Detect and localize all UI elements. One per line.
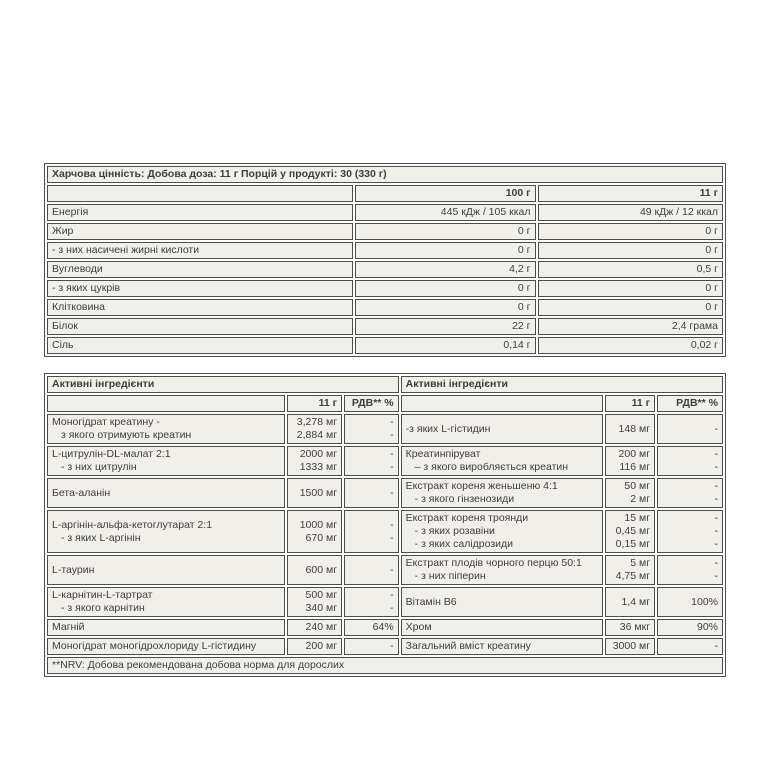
right-ingredient-rdv-line: - <box>714 493 718 505</box>
nutrition-row <box>47 280 723 297</box>
left-ingredient-amount-line: 3,278 мг <box>296 416 338 428</box>
right-ingredient-label-line: Хром <box>405 621 432 633</box>
right-ingredient-label-line: - з якого гінзенозиди <box>414 493 515 505</box>
left-ingredient-rdv-line: - <box>390 416 394 428</box>
nutrition-tbody <box>47 204 723 354</box>
nutrition-row <box>47 242 723 259</box>
left-ingredient-label <box>47 555 285 585</box>
right-ingredient-label-line: Загальний вміст креатину <box>405 640 531 652</box>
nutrition-row <box>47 204 723 221</box>
left-ingredient-rdv-line: - <box>390 563 394 576</box>
left-ingredient-rdv-line: - <box>390 589 394 601</box>
ingredient-row <box>47 619 723 636</box>
left-ingredient-amount-line: 200 мг <box>305 640 338 652</box>
right-ingredient-rdv <box>657 510 723 553</box>
left-ingredient-label-line: Моногідрат креатину - <box>52 416 160 428</box>
right-ingredient-label <box>401 555 603 585</box>
right-ingredient-label-line: Вітамін В6 <box>405 595 457 608</box>
value-100g: 0,14 г <box>355 337 535 354</box>
left-ingredient-amount <box>287 638 342 655</box>
ingredient-row <box>47 414 723 444</box>
nutrition-colheader-row <box>47 185 723 202</box>
ingredients-left-colheader-amount: 11 г <box>287 395 342 412</box>
left-ingredient-label <box>47 638 285 655</box>
left-ingredient-rdv <box>344 446 399 476</box>
right-ingredient-amount-line: 15 мг <box>624 512 651 524</box>
value-11g: 0 г <box>538 299 723 316</box>
right-ingredient-label <box>401 587 603 617</box>
right-ingredient-amount <box>605 446 655 476</box>
value-100g: 0 г <box>355 223 535 240</box>
ingredients-right-title: Активні інгредієнти <box>401 376 723 393</box>
left-ingredient-amount-line: 340 мг <box>305 602 338 614</box>
nutrient-label: - з них насичені жирні кислоти <box>47 242 353 259</box>
right-ingredient-amount-line: 116 мг <box>619 461 651 473</box>
nutrient-label: Жир <box>47 223 353 240</box>
right-ingredient-rdv-line: - <box>714 538 718 550</box>
nutrition-row <box>47 261 723 278</box>
nutrient-label: Сіль <box>47 337 353 354</box>
right-ingredient-rdv-line: - <box>714 480 718 492</box>
value-11g: 0,02 г <box>538 337 723 354</box>
nutrition-section <box>44 163 726 677</box>
right-ingredient-amount-line: 36 мкг <box>619 621 651 633</box>
right-ingredient-label-line: -з яких L-гістидин <box>405 422 491 435</box>
nutrient-label: Енергія <box>47 204 353 221</box>
nutrient-label: Вуглеводи <box>47 261 353 278</box>
left-ingredient-amount-line: 500 мг <box>305 589 338 601</box>
right-ingredient-rdv <box>657 587 723 617</box>
left-ingredient-amount <box>287 510 342 553</box>
right-ingredient-rdv-line: - <box>714 422 718 435</box>
value-11g: 0,5 г <box>538 261 723 278</box>
ingredients-colheader-row <box>47 395 723 412</box>
ingredient-row <box>47 510 723 553</box>
left-ingredient-label-line: з якого отримують креатин <box>61 429 192 441</box>
left-ingredient-label <box>47 587 285 617</box>
left-ingredient-amount <box>287 414 342 444</box>
right-ingredient-label-line: - з яких салідрозиди <box>414 538 514 550</box>
left-ingredient-rdv-line: - <box>390 448 394 460</box>
right-ingredient-amount-line: 4,75 мг <box>615 570 651 582</box>
left-ingredient-amount-line: 670 мг <box>305 531 338 544</box>
nutrient-label: - з яких цукрів <box>47 280 353 297</box>
ingredients-title-row <box>47 376 723 393</box>
right-ingredient-amount <box>605 587 655 617</box>
ingredients-table <box>44 373 726 677</box>
right-ingredient-rdv-line: 100% <box>691 595 718 608</box>
right-ingredient-amount <box>605 638 655 655</box>
right-ingredient-amount-line: 1,4 мг <box>621 595 651 608</box>
right-ingredient-label-line: Екстракт кореня троянди <box>405 512 529 524</box>
right-ingredient-label-line: - з них піперин <box>414 570 486 582</box>
right-ingredient-amount-line: 50 мг <box>624 480 651 492</box>
left-ingredient-amount-line: 2000 мг <box>299 448 338 460</box>
right-ingredient-amount <box>605 619 655 636</box>
right-ingredient-amount <box>605 414 655 444</box>
nutrition-colheader-100g: 100 г <box>355 185 535 202</box>
left-ingredient-amount <box>287 555 342 585</box>
left-ingredient-label-line: L-аргінін-альфа-кетоглутарат 2:1 <box>52 518 213 531</box>
right-ingredient-label <box>401 478 603 508</box>
right-ingredient-rdv <box>657 619 723 636</box>
left-ingredient-amount-line: 2,884 мг <box>296 429 338 441</box>
nutrition-row <box>47 223 723 240</box>
right-ingredient-rdv <box>657 638 723 655</box>
right-ingredient-amount-line: 3000 мг <box>612 640 651 652</box>
right-ingredient-label-line: Креатинпіруват <box>405 448 481 460</box>
ingredient-row <box>47 478 723 508</box>
nutrition-colheader-11g: 11 г <box>538 185 723 202</box>
right-ingredient-label <box>401 619 603 636</box>
ingredient-row <box>47 587 723 617</box>
ingredients-left-colheader-empty <box>47 395 285 412</box>
ingredients-right-colheader-empty <box>401 395 603 412</box>
left-ingredient-rdv <box>344 638 399 655</box>
value-100g: 0 г <box>355 299 535 316</box>
left-ingredient-rdv <box>344 587 399 617</box>
ingredients-left-colheader-rdv: РДВ** % <box>344 395 399 412</box>
left-ingredient-rdv <box>344 510 399 553</box>
right-ingredient-label <box>401 414 603 444</box>
right-ingredient-rdv-line: - <box>714 557 718 569</box>
left-ingredient-amount <box>287 587 342 617</box>
left-ingredient-amount <box>287 478 342 508</box>
right-ingredient-amount <box>605 510 655 553</box>
left-ingredient-amount-line: 1500 мг <box>299 486 338 499</box>
value-100g: 0 г <box>355 280 535 297</box>
left-ingredient-rdv-line: - <box>390 640 394 652</box>
left-ingredient-label-line: Магній <box>52 621 85 633</box>
left-ingredient-label <box>47 510 285 553</box>
nutrition-title-row <box>47 166 723 183</box>
right-ingredient-label <box>401 638 603 655</box>
right-ingredient-rdv <box>657 414 723 444</box>
value-100g: 22 г <box>355 318 535 335</box>
left-ingredient-label-line: - з них цитрулін <box>61 461 137 473</box>
right-ingredient-rdv-line: - <box>714 640 718 652</box>
left-ingredient-label-line: L-цитрулін-DL-малат 2:1 <box>52 448 171 460</box>
left-ingredient-rdv <box>344 414 399 444</box>
left-ingredient-amount <box>287 446 342 476</box>
left-ingredient-rdv-line: - <box>390 429 394 441</box>
right-ingredient-rdv <box>657 446 723 476</box>
ingredient-row <box>47 555 723 585</box>
footnote-row <box>47 657 723 674</box>
left-ingredient-rdv <box>344 478 399 508</box>
left-ingredient-amount-line: 1000 мг <box>299 518 338 531</box>
ingredients-right-colheader-rdv: РДВ** % <box>657 395 723 412</box>
nutrition-row <box>47 337 723 354</box>
left-ingredient-label <box>47 619 285 636</box>
right-ingredient-rdv-line: - <box>714 570 718 582</box>
right-ingredient-amount-line: 2 мг <box>630 493 651 505</box>
ingredients-right-colheader-amount: 11 г <box>605 395 655 412</box>
nutrition-row <box>47 318 723 335</box>
left-ingredient-label-line: L-карнітин-L-тартрат <box>52 589 153 601</box>
left-ingredient-rdv <box>344 619 399 636</box>
ingredients-tbody <box>47 414 723 655</box>
nutrition-colheader-empty <box>47 185 353 202</box>
right-ingredient-amount-line: 5 мг <box>630 557 651 569</box>
left-ingredient-rdv-line: - <box>390 602 394 614</box>
left-ingredient-label <box>47 414 285 444</box>
left-ingredient-label-line: L-таурин <box>52 563 95 576</box>
left-ingredient-rdv-line: - <box>390 486 394 499</box>
value-11g: 0 г <box>538 223 723 240</box>
right-ingredient-rdv-line: - <box>714 512 718 524</box>
right-ingredient-amount <box>605 478 655 508</box>
right-ingredient-rdv-line: - <box>714 448 718 460</box>
left-ingredient-rdv-line: - <box>390 461 394 473</box>
value-11g: 0 г <box>538 280 723 297</box>
nrv-footnote: **NRV: Добова рекомендована добова норма для дорослих <box>47 657 723 674</box>
nutrient-label: Клітковина <box>47 299 353 316</box>
left-ingredient-rdv-line: - <box>390 518 394 531</box>
left-ingredient-label-line: - з якого карнітин <box>61 602 145 614</box>
left-ingredient-label-line: Моногідрат моногідрохлориду L-гістидину <box>52 640 257 652</box>
right-ingredient-label-line: – з якого виробляється креатин <box>414 461 569 473</box>
nutrient-label: Білок <box>47 318 353 335</box>
left-ingredient-label <box>47 446 285 476</box>
value-11g: 49 кДж / 12 ккал <box>538 204 723 221</box>
right-ingredient-rdv-line: - <box>714 525 718 537</box>
right-ingredient-label <box>401 510 603 553</box>
ingredients-left-title: Активні інгредієнти <box>47 376 399 393</box>
left-ingredient-amount-line: 600 мг <box>305 563 338 576</box>
left-ingredient-amount-line: 1333 мг <box>299 461 338 473</box>
right-ingredient-amount-line: 148 мг <box>618 422 651 435</box>
left-ingredient-label-line: - з яких L-аргінін <box>61 531 141 544</box>
right-ingredient-label-line: Екстракт кореня женьшеню 4:1 <box>405 480 558 492</box>
right-ingredient-rdv <box>657 555 723 585</box>
ingredient-row <box>47 446 723 476</box>
left-ingredient-label <box>47 478 285 508</box>
left-ingredient-label-line: Бета-аланін <box>52 486 111 499</box>
right-ingredient-label-line: - з яких розавіни <box>414 525 495 537</box>
left-ingredient-rdv-line: 64% <box>372 621 394 633</box>
left-ingredient-rdv <box>344 555 399 585</box>
right-ingredient-label-line: Екстракт плодів чорного перцю 50:1 <box>405 557 582 569</box>
value-11g: 2,4 грама <box>538 318 723 335</box>
ingredient-row <box>47 638 723 655</box>
right-ingredient-amount-line: 0,15 мг <box>615 538 651 550</box>
nutrition-table <box>44 163 726 357</box>
nutrition-row <box>47 299 723 316</box>
right-ingredient-rdv-line: 90% <box>696 621 718 633</box>
left-ingredient-rdv-line: - <box>390 531 394 544</box>
right-ingredient-rdv-line: - <box>714 461 718 473</box>
right-ingredient-rdv <box>657 478 723 508</box>
left-ingredient-amount-line: 240 мг <box>305 621 338 633</box>
nutrition-title: Харчова цінність: Добова доза: 11 г Порцій у продукті: 30 (330 г) <box>47 166 723 183</box>
value-100g: 0 г <box>355 242 535 259</box>
right-ingredient-amount-line: 200 мг <box>618 448 651 460</box>
left-ingredient-amount <box>287 619 342 636</box>
value-100g: 4,2 г <box>355 261 535 278</box>
right-ingredient-label <box>401 446 603 476</box>
right-ingredient-amount-line: 0,45 мг <box>615 525 651 537</box>
value-100g: 445 кДж / 105 ккал <box>355 204 535 221</box>
value-11g: 0 г <box>538 242 723 259</box>
right-ingredient-amount <box>605 555 655 585</box>
